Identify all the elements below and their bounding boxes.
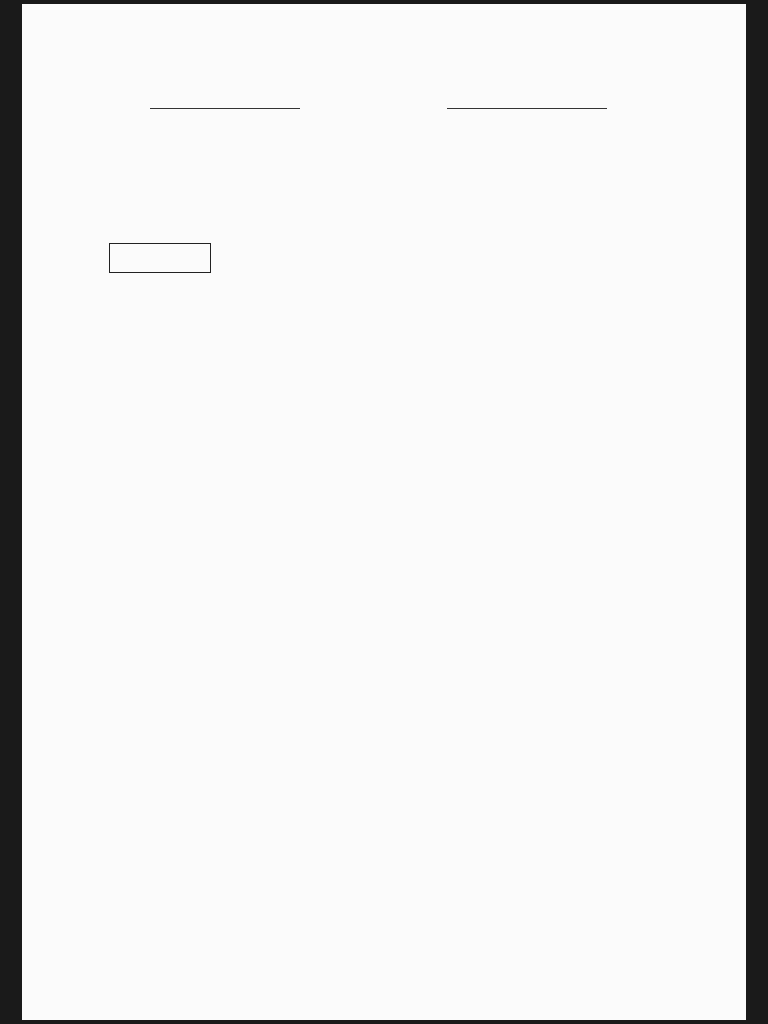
- exam-page: [22, 4, 746, 1020]
- header-underline: [150, 108, 300, 109]
- example-options: [107, 346, 667, 368]
- motto-underline: [447, 108, 607, 109]
- exam-code-box: [109, 243, 211, 273]
- national-header: [372, 104, 682, 109]
- ministry-header: [98, 104, 352, 109]
- questions-section: [107, 302, 667, 368]
- example-stem: [107, 324, 667, 346]
- instructions: [107, 302, 667, 324]
